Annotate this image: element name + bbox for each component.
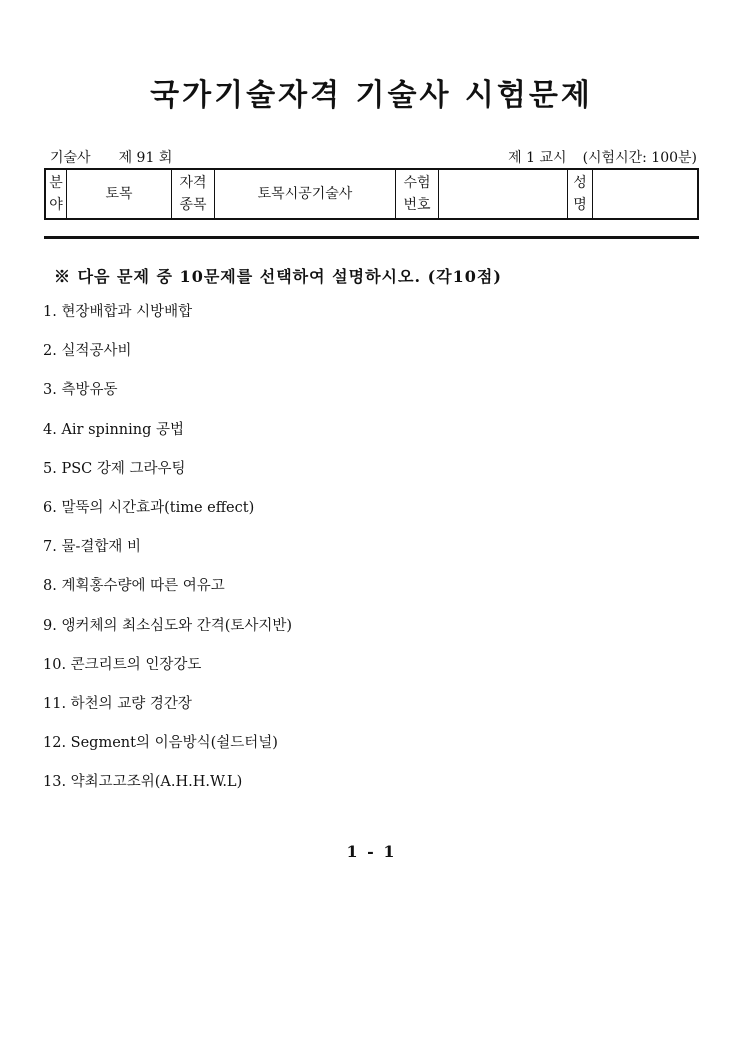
question-list <box>43 301 292 810</box>
exam-category: 기술사 <box>50 150 91 166</box>
question-item: 1. 현장배합과 시방배합 <box>43 304 193 320</box>
exam-meta-right <box>508 147 697 167</box>
name-label-line2: 명 <box>573 197 587 213</box>
exam-no-label-line1: 수험 <box>403 175 431 191</box>
qual-label <box>172 169 215 219</box>
page-title: 국가기술자격 기술사 시험문제 <box>150 78 593 113</box>
exam-no-label-line2: 번호 <box>403 197 431 213</box>
field-label <box>45 169 67 219</box>
question-item: 5. PSC 강제 그라우팅 <box>43 460 186 477</box>
name-label <box>568 169 593 219</box>
question-item: 2. 실적공사비 <box>43 343 132 360</box>
question-item: 13. 약최고고조위(A.H.H.W.L) <box>43 774 243 791</box>
question-item: 11. 하천의 교량 경간장 <box>43 695 192 712</box>
name-field[interactable] <box>593 169 699 219</box>
exam-round: 제 91 회 <box>118 150 173 166</box>
question-item: 8. 계획홍수량에 따른 여유고 <box>43 578 225 595</box>
info-table <box>44 168 699 220</box>
question-item: 6. 말뚝의 시간효과(time effect) <box>43 499 255 516</box>
divider-rule <box>44 236 699 239</box>
field-label-line2: 야 <box>49 197 63 213</box>
field-value: 토목 <box>67 169 172 219</box>
qual-label-line2: 종목 <box>179 197 207 213</box>
question-item: 12. Segment의 이음방식(쉴드터널) <box>43 735 278 752</box>
exam-no-field[interactable] <box>439 169 568 219</box>
exam-session: 제 1 교시 <box>508 150 567 166</box>
page-number: 1 - 1 <box>346 842 397 861</box>
exam-time: (시험시간: 100분) <box>582 150 697 166</box>
field-label-line1: 분 <box>49 175 63 191</box>
question-item: 10. 콘크리트의 인장강도 <box>43 656 202 673</box>
qual-label-line1: 자격 <box>179 175 207 191</box>
exam-meta-left <box>50 147 172 167</box>
question-item: 9. 앵커체의 최소심도와 간격(토사지반) <box>43 617 293 634</box>
question-item: 7. 물-결합재 비 <box>43 539 141 556</box>
exam-no-label <box>396 169 439 219</box>
question-item: 3. 측방유동 <box>43 382 118 399</box>
qual-value: 토목시공기술사 <box>215 169 396 219</box>
name-label-line1: 성 <box>573 175 587 191</box>
instruction: ※ 다음 문제 중 10문제를 선택하여 설명하시오. (각10점) <box>54 267 502 286</box>
question-item: 4. Air spinning 공법 <box>43 421 185 438</box>
